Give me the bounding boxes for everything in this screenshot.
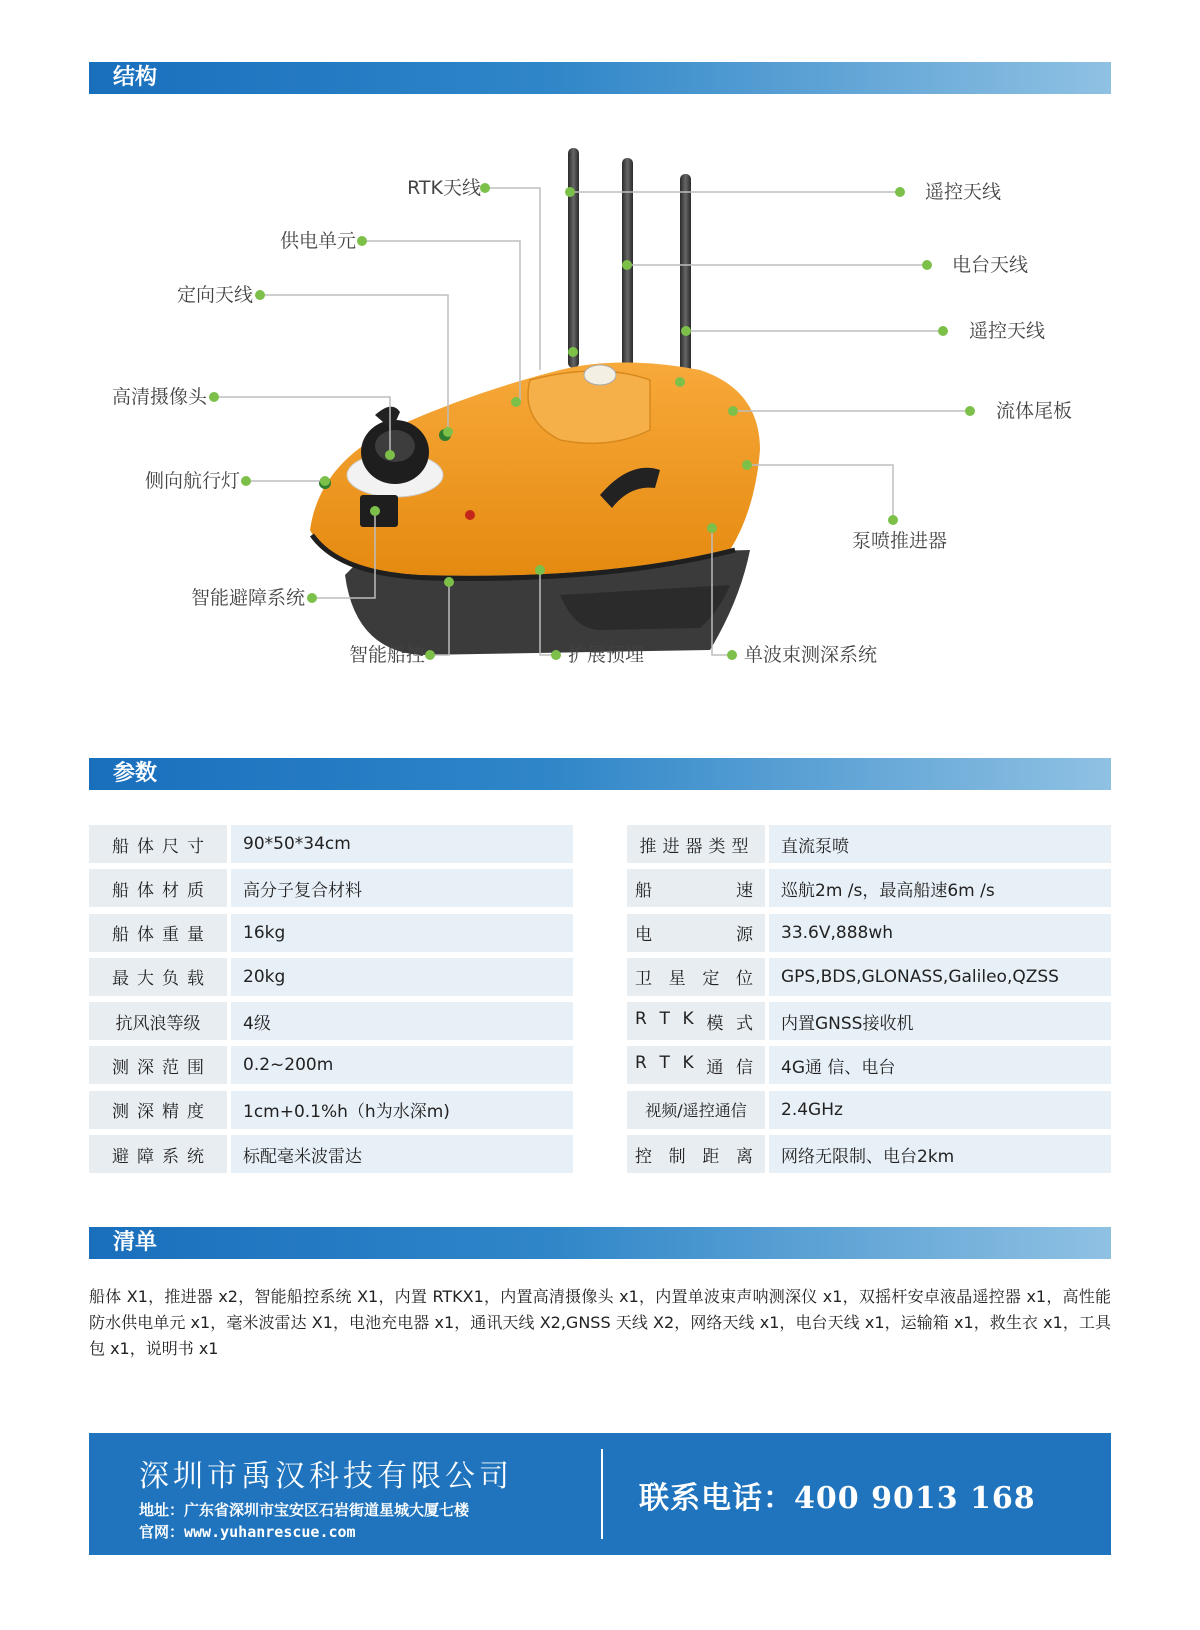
param-value: 2.4GHz: [769, 1091, 1111, 1129]
param-key: 避障系统: [89, 1135, 227, 1173]
label-expansion: 扩展预埋: [568, 644, 645, 666]
params-table-right: [627, 825, 1111, 1179]
label-rtk-antenna: RTK天线: [407, 177, 481, 199]
table-row: [89, 1135, 573, 1173]
param-value: GPS,BDS,GLONASS,Galileo,QZSS: [769, 958, 1111, 996]
param-key: 视频/遥控通信: [627, 1091, 765, 1129]
antenna-group: [568, 148, 691, 394]
label-directional-antenna: 定向天线: [176, 284, 253, 306]
param-key: 船体重量: [89, 914, 227, 952]
param-value: 直流泵喷: [769, 825, 1111, 863]
table-row: [627, 825, 1111, 863]
param-key-char: 卫 星 定 位: [635, 969, 753, 990]
section-title-list: 清单: [89, 1227, 1111, 1259]
footer: [89, 1433, 1111, 1555]
param-value: 网络无限制、电台2km: [769, 1135, 1111, 1173]
param-key: 最大负载: [89, 958, 227, 996]
param-key-char: 电 源: [635, 925, 753, 946]
param-key: [627, 958, 765, 996]
param-value: 4G通 信、电台: [769, 1046, 1111, 1084]
param-value: 标配毫米波雷达: [231, 1135, 573, 1173]
table-row: [89, 1046, 573, 1084]
structure-diagram: [0, 130, 1200, 710]
label-remote-antenna-2: 遥控天线: [969, 320, 1046, 342]
param-key-char: R T K 通 信: [635, 1052, 753, 1078]
section-title-params: 参数: [89, 758, 1111, 790]
label-fluid-tail: 流体尾板: [996, 400, 1073, 422]
table-row: [627, 1046, 1111, 1084]
footer-divider: [601, 1449, 603, 1539]
table-row: [627, 1135, 1111, 1173]
contact-phone[interactable]: 联系电话：400 9013 168: [639, 1481, 1036, 1516]
table-row: [627, 914, 1111, 952]
company-website[interactable]: 官网：www.yuhanrescue.com: [139, 1523, 356, 1541]
label-side-light: 侧向航行灯: [144, 470, 240, 492]
label-pump-thruster: 泵喷推进器: [852, 530, 948, 552]
param-value: 1cm+0.1%h（h为水深m): [231, 1091, 573, 1129]
param-key: 推进器类型: [627, 825, 765, 863]
table-row: [627, 869, 1111, 907]
table-row: [89, 1002, 573, 1040]
param-key-char: R T K 模 式: [635, 1008, 753, 1034]
table-row: [89, 1091, 573, 1129]
param-key: 船体尺寸: [89, 825, 227, 863]
param-value: 20kg: [231, 958, 573, 996]
param-key-char: 船 速: [635, 880, 753, 901]
section-title-structure: 结构: [89, 62, 1111, 94]
param-key: 抗风浪等级: [89, 1002, 227, 1040]
param-value: 16kg: [231, 914, 573, 952]
param-value: 0.2~200m: [231, 1046, 573, 1084]
company-address: 地址：广东省深圳市宝安区石岩街道星城大厦七楼: [139, 1501, 470, 1519]
param-key: [627, 869, 765, 907]
table-row: [627, 1002, 1111, 1040]
label-power-unit: 供电单元: [279, 230, 356, 252]
param-key: 船体材质: [89, 869, 227, 907]
label-remote-antenna-1: 遥控天线: [925, 181, 1002, 203]
param-value: 高分子复合材料: [231, 869, 573, 907]
package-list: 船体 X1，推进器 x2，智能船控系统 X1，内置 RTKX1，内置高清摄像头 x1，内置单波束声呐测深仪 x1，双摇杆安卓液晶遥控器 x1，高性能防水供电单元 x1，毫米波雷达 X1，电池充电器 x1，通讯天线 X2,GNSS 天线 X2，网络天线 x1，电台天线 x1，运输箱 x1，救生衣 x1，工具包 x1，说明书 x1: [89, 1287, 1111, 1358]
param-key: 测深精度: [89, 1091, 227, 1129]
param-key: [627, 1046, 765, 1084]
table-row: [627, 958, 1111, 996]
param-value: 4级: [231, 1002, 573, 1040]
table-row: [627, 1091, 1111, 1129]
table-row: [89, 869, 573, 907]
param-key-char: 控 制 距 离: [635, 1146, 753, 1167]
label-obstacle-avoidance: 智能避障系统: [190, 587, 305, 609]
param-value: 内置GNSS接收机: [769, 1002, 1111, 1040]
param-key: [627, 1002, 765, 1040]
company-name: 深圳市禹汉科技有限公司: [139, 1459, 513, 1494]
param-value: 33.6V,888wh: [769, 914, 1111, 952]
label-smart-control: 智能船控: [348, 644, 425, 666]
param-value: 90*50*34cm: [231, 825, 573, 863]
params-table-left: [89, 825, 573, 1179]
param-key: [627, 1135, 765, 1173]
label-hd-camera: 高清摄像头: [111, 386, 207, 408]
param-key: [627, 914, 765, 952]
param-value: 巡航2m /s，最高船速6m /s: [769, 869, 1111, 907]
label-radio-antenna: 电台天线: [952, 254, 1029, 276]
table-row: [89, 958, 573, 996]
table-row: [89, 825, 573, 863]
table-row: [89, 914, 573, 952]
label-single-beam: 单波束测深系统: [744, 644, 878, 666]
param-key: 测深范围: [89, 1046, 227, 1084]
